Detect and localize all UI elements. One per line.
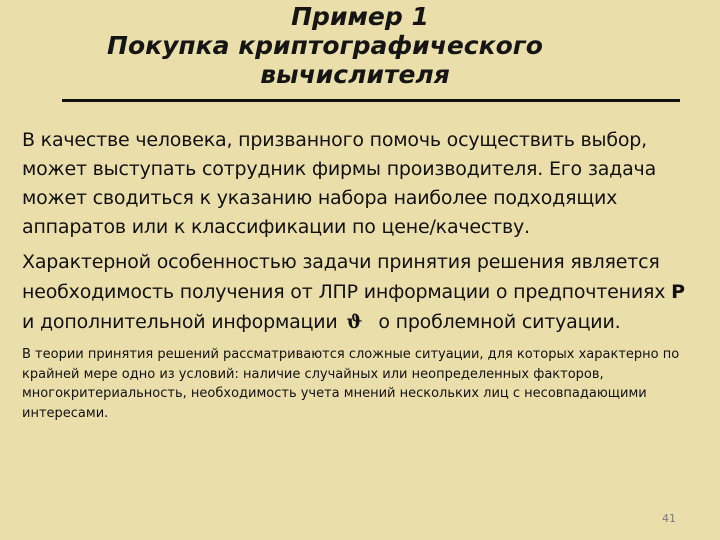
theta-symbol: ϑ (346, 311, 363, 333)
paragraph-2 (22, 247, 702, 337)
paragraph-2-part-2: и дополнительной информации (22, 311, 344, 333)
paragraph-1: В качестве человека, призванного помочь осуществить выбор, может выступать сотрудник фирмы производителя. Его задача может сводиться к указанию набора наиболее подходящих аппаратов или к классификации по цене/качеству. (22, 129, 657, 238)
title-line-3: вычислителя (260, 60, 450, 89)
slide-body (22, 126, 702, 423)
slide-title (0, 2, 720, 89)
page-number: 41 (662, 512, 676, 525)
paragraph-2-part-3: о проблемной ситуации. (378, 311, 621, 333)
paragraph-3: В теории принятия решений рассматриваются сложные ситуации, для которых характерно по крайней мере одно из условий: наличие случайных или неопределенных факторов, многокритериальность, необходимость учета мнений нескольких лиц с несовпадающими интересами. (22, 347, 680, 421)
title-underline (62, 99, 680, 102)
preference-symbol: P (671, 281, 685, 303)
paragraph-2-part-1: Характерной особенностью задачи принятия решения является необходимость получения от ЛПР информации о предпочтениях (22, 251, 672, 303)
title-line-1: Пример 1 (291, 2, 429, 31)
title-line-2: Покупка криптографического (107, 31, 543, 60)
